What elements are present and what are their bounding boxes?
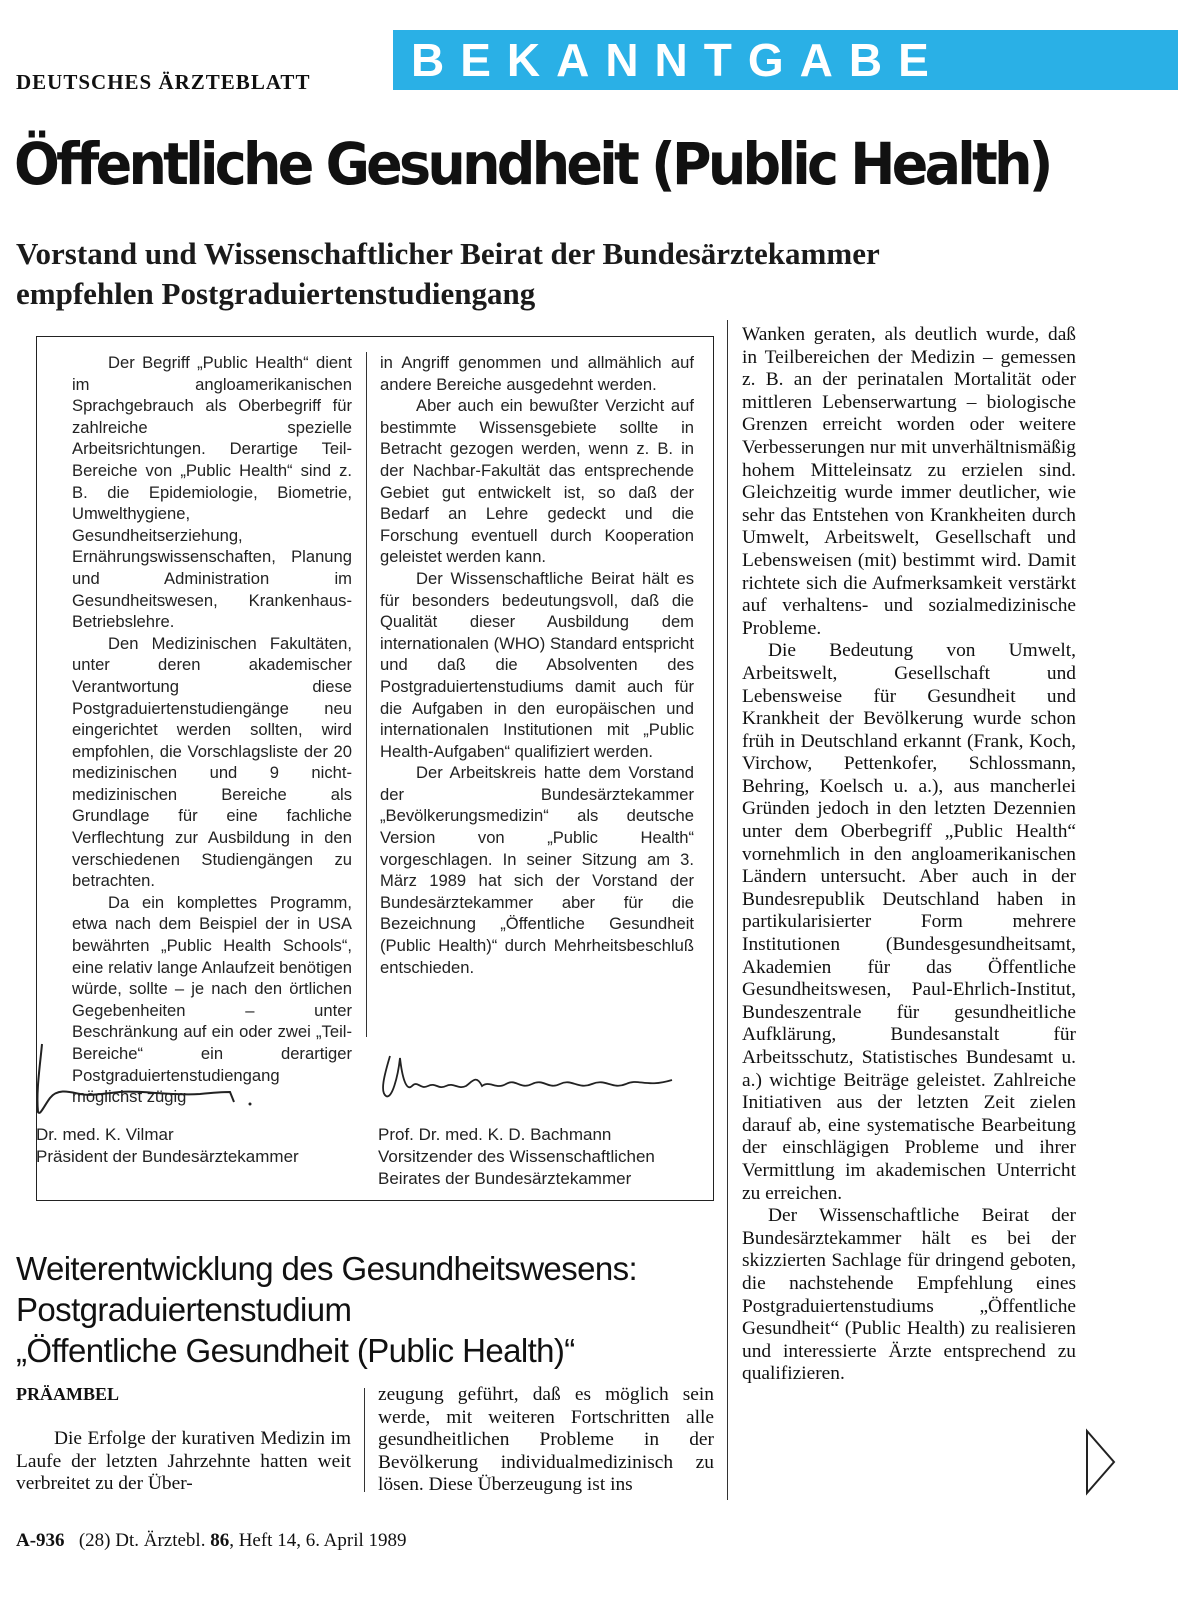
signature-block-vilmar [36,1124,299,1168]
signer-name: Prof. Dr. med. K. D. Bachmann [378,1125,612,1144]
subheadline-line-1: Vorstand und Wissenschaftlicher Beirat der Bundesärztekammer [16,236,880,271]
box-column-right [380,352,694,978]
article-title-line: Weiterentwicklung des Gesundheitswesens: [16,1250,638,1287]
issue-info: , Heft 14, 6. April 1989 [229,1530,407,1551]
paragraph: Den Medizinischen Fakultäten, unter deren akademischer Verantwortung diese Postgraduiertenstudiengänge neu eingerichtet werden sollten, wird empfohlen, die Vorschlagsliste der 20 medizinischen und 9 nicht-medizinischen Bereiche als Grundlage für eine fachliche Verflechtung zur Ausbildung in den verschiedenen Studiengängen zu betrachten. [72,633,352,891]
article-column-left [16,1428,351,1496]
signer-name: Dr. med. K. Vilmar [36,1125,174,1144]
journal-name: DEUTSCHES ÄRZTEBLATT [16,70,311,94]
paragraph: zeugung geführt, daß es möglich sein werde, mit weiteren Fortschritten alle gesundheitlichen Probleme in der Bevölkerung individualmedizinisch zu lösen. Diese Überzeugung ist ins [378,1384,714,1496]
paragraph: Der Begriff „Public Health“ dient im angloamerikanischen Sprachgebrauch als Oberbegriff für zahlreiche spezielle Arbeitsrichtungen. Derartige Teil-Bereiche von „Public Health“ sind z. B. die Epidemiologie, Biometrie, Umwelthygiene, Gesundheitserziehung, Ernährungswissenschaften, Planung und Administration im Gesundheitswesen, Krankenhaus-Betriebslehre. [72,353,352,632]
paragraph: Der Wissenschaftliche Beirat hält es für besonders bedeutungsvoll, daß die Qualität dieser Ausbildung dem internationalen (WHO) Standard entspricht und daß die Absolventen des Postgraduiertenstudiums damit auch für die Aufgaben in den europäischen und internationalen Institutionen mit „Public Health-Aufgaben“ qualifiziert werden. [380,568,694,761]
subheadline [16,234,880,314]
article-column-rule [364,1388,365,1492]
article-title-line: Postgraduiertenstudium [16,1291,352,1328]
paragraph: Da ein komplettes Programm, etwa nach dem Beispiel der in USA bewährten „Public Health Schools“, eine relativ lange Anlaufzeit benötigen würde, sollte – je nach den örtlichen Gegebenheiten – unter Beschränkung auf ein oder zwei „Teil-Bereiche“ ein derartiger Postgraduiertenstudiengang möglichst zügig [72,892,352,1107]
article-title-line: „Öffentliche Gesundheit (Public Health)“ [16,1332,575,1369]
paragraph: Aber auch ein bewußter Verzicht auf bestimmte Wissensgebiete sollte in Betracht gezogen werden, wenn z. B. in der Nachbar-Fakultät das entsprechende Gebiet gut entwickelt ist, so daß der Bedarf an Lehre gedeckt und die Forschung eventuell durch Kooperation geleistet werden kann. [380,396,694,567]
box-column-left [72,352,352,1108]
article-column-right [378,1384,714,1497]
volume-number: 86 [210,1530,230,1551]
paragraph: Wanken geraten, als deutlich wurde, daß in Teilbereichen der Medizin – gemessen z. B. an der perinatalen Mortalität oder mittleren Lebenserwartung – biologische Grenzen erreicht worden oder weitere Verbesserungen nur mit unverhältnismäßig hohem Mitteleinsatz zu erzielen sind. Gleichzeitig wurde immer deutlicher, wie sehr das Entstehen von Krankheiten durch Umwelt, Arbeitswelt, Gesellschaft und Lebensweisen (mit) bestimmt wird. Damit richtete sich die Aufmerksamkeit verstärkt auf verhaltens- und sozialmedizinische Probleme. [742,324,1076,639]
signer-role: Beirates der Bundesärztekammer [378,1169,632,1188]
paragraph: Der Wissenschaftliche Beirat der Bundesärztekammer hält es bei der skizzierten Sachlage für dringend geboten, die nachstehende Empfehlung eines Postgraduiertenstudiums „Öffentliche Gesundheit“ (Public Health) zu realisieren und interessierte Ärzte entsprechend zu qualifizieren. [742,1205,1076,1385]
box-column-divider [366,352,367,1037]
paragraph: in Angriff genommen und allmählich auf andere Bereiche ausgedehnt werden. [380,353,694,394]
paragraph: Der Arbeitskreis hatte dem Vorstand der Bundesärztekammer „Bevölkerungsmedizin“ als deutsche Version von „Public Health“ vorgeschlagen. In seiner Sitzung am 3. März 1989 hat sich der Vorstand der Bundesärztekammer aber für die Bezeichnung „Öffentliche Gesundheit (Public Health)“ durch Mehrheitsbeschluß entschieden. [380,763,694,977]
paragraph: Die Bedeutung von Umwelt, Arbeitswelt, Gesellschaft und Lebensweise für Gesundheit und Krankheit der Bevölkerung wurde schon früh in Deutschland erkannt (Frank, Koch, Virchow, Pettenkofer, Schlossmann, Behring, Koelsch u. a.), aus mancherlei Gründen jedoch in den letzten Dezennien unter dem Oberbegriff „Public Health“ vornehmlich in den angloamerikanischen Ländern untersucht. Aber auch in der Bundesrepublik Deutschland haben in partikularisierter Form mehrere Institutionen (Bundesgesundheitsamt, Akademien für das Öffentliche Gesundheitswesen, Paul-Ehrlich-Institut, Bundeszentrale für gesundheitliche Aufklärung, Bundesanstalt für Arbeitsschutz, Statistisches Bundesamt u. a.) wichtige Beiträge geleistet. Zahlreiche Initiativen aus der letzten Zeit zielen darauf ab, eine systematische Bearbeitung der einschlägigen Probleme und ihrer Vermittlung im akademischen Unterricht zu erreichen. [742,640,1076,1204]
page-number: A-936 [16,1530,65,1551]
column-rule [727,320,728,1500]
signer-role: Präsident der Bundesärztekammer [36,1147,299,1166]
subheadline-line-2: empfehlen Postgraduiertenstudiengang [16,276,536,311]
signature-block-bachmann [378,1124,655,1190]
headline: Öffentliche Gesundheit (Public Health) [14,130,1050,198]
signature-bachmann [372,1046,692,1116]
section-heading: PRÄAMBEL [16,1384,119,1404]
signer-role: Vorsitzender des Wissenschaftlichen [378,1147,655,1166]
continue-arrow-icon [1084,1428,1118,1496]
announcement-banner: BEKANNTGABE [393,30,1178,90]
article-title [16,1248,637,1371]
page-footer [16,1530,407,1552]
right-text-column [742,324,1076,1386]
journal-reference: (28) Dt. Ärztebl. [78,1530,206,1551]
paragraph: Die Erfolge der kurativen Medizin im Laufe der letzten Jahrzehnte hatten weit verbreitet zu der Über- [16,1428,351,1495]
signature-vilmar [30,1036,270,1122]
